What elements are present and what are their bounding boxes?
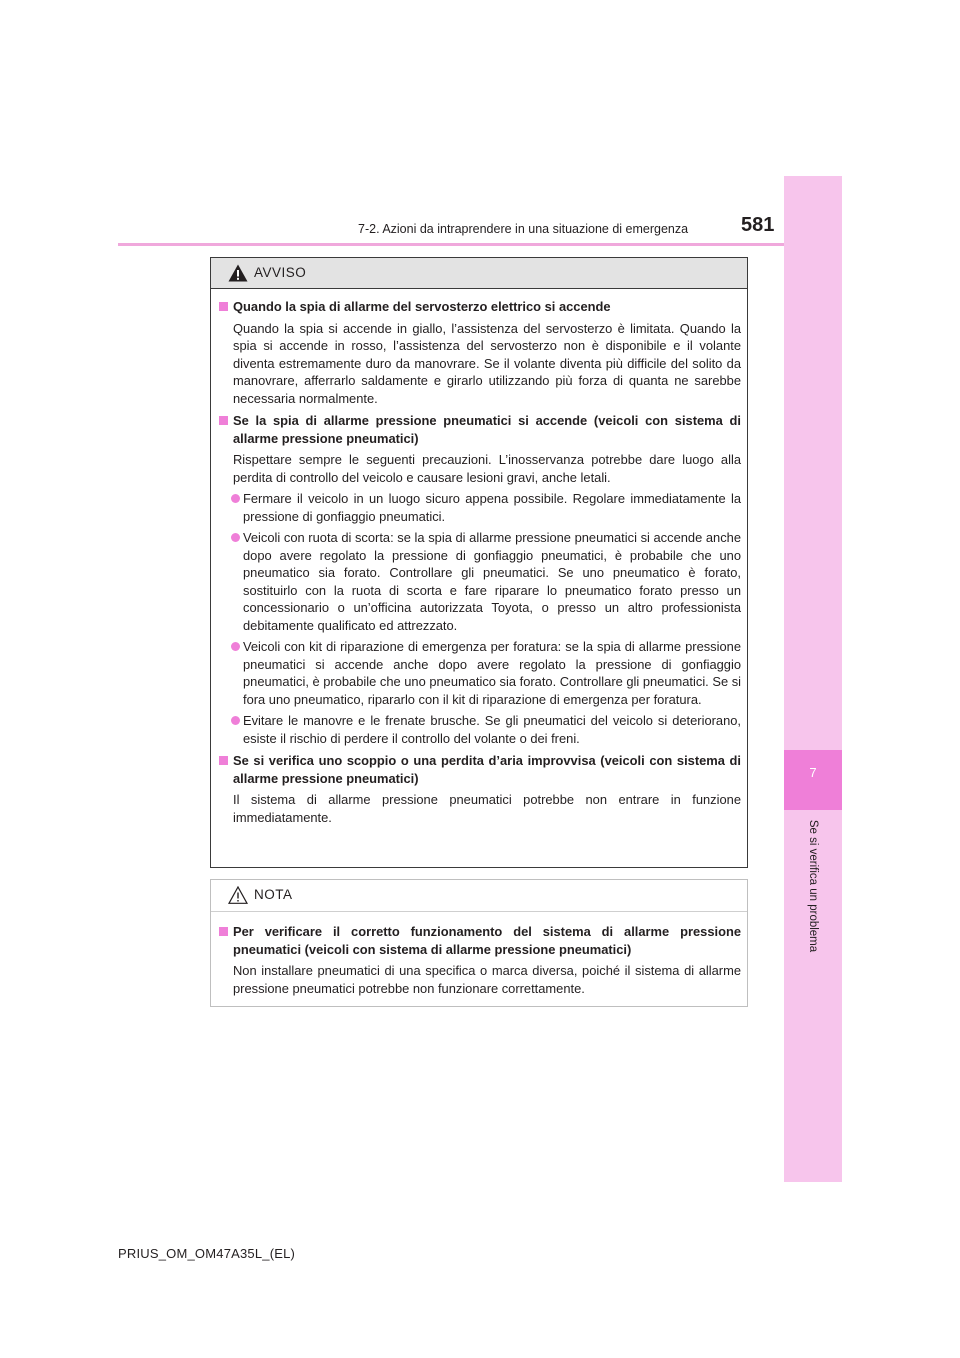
- caution-triangle-icon: [228, 886, 248, 904]
- square-bullet-icon: [219, 927, 228, 936]
- header-rule: [118, 243, 784, 246]
- chapter-side-tab: [784, 176, 842, 1182]
- warning-box: [210, 257, 748, 868]
- warning-box-header: [211, 258, 747, 289]
- section-heading: Se si verifica uno scoppio o una perdita d’aria improvvisa (veicoli con sistema di allarme pressione pneumatici): [219, 752, 741, 787]
- note-box-title: NOTA: [254, 887, 293, 902]
- section-title: 7-2. Azioni da intraprendere in una situazione di emergenza: [358, 222, 689, 236]
- note-box-header: [211, 880, 747, 912]
- round-bullet-icon: [231, 494, 240, 503]
- document-code: PRIUS_OM_OM47A35L_(EL): [118, 1246, 296, 1261]
- chapter-number-tab: [784, 750, 842, 810]
- list-item: Fermare il veicolo in un luogo sicuro appena possibile. Regolare immediatamente la pressione di gonfiaggio pneumatici.: [219, 490, 741, 525]
- section-text: Quando la spia si accende in giallo, l’assistenza del servosterzo è limitata. Quando la spia si accende in rosso, l’assistenza del servosterzo non è disponibile e il volante diventa estremamente duro da manovrare. Se il volante diventa più difficile del solito da manovrare, afferrarlo saldamente e girarlo utilizzando più forza di quanta ne sarebbe necessaria normalmente.: [233, 320, 741, 406]
- square-bullet-icon: [219, 416, 228, 425]
- chapter-label: Se si verifica un problema: [807, 819, 819, 953]
- round-bullet-icon: [231, 642, 240, 651]
- round-bullet-icon: [231, 533, 240, 542]
- list-item: Veicoli con kit di riparazione di emergenza per foratura: se la spia di allarme pressione pneumatici si accende anche dopo avere regolato la pressione di gonfiaggio pneumatici, è probabile che uno pneumatico sia forato. Controllare gli pneumatici. Se si fora uno pneumatico, ripararlo con il kit di riparazione di emergenza per foratura.: [219, 638, 741, 708]
- warning-triangle-icon: [228, 264, 248, 282]
- section-heading: Per verificare il corretto funzionamento del sistema di allarme pressione pneumatici (veicoli con sistema di allarme pressione pneumatici): [219, 923, 741, 958]
- round-bullet-icon: [231, 716, 240, 725]
- note-box: [210, 879, 748, 1007]
- warning-box-title: AVVISO: [254, 265, 307, 280]
- section-heading: Se la spia di allarme pressione pneumatici si accende (veicoli con sistema di allarme pressione pneumatici): [219, 412, 741, 447]
- note-box-content: [211, 912, 747, 997]
- page-number: 581: [741, 214, 775, 236]
- section-heading: Quando la spia di allarme del servosterzo elettrico si accende: [219, 298, 741, 316]
- chapter-number: 7: [809, 765, 817, 780]
- list-item: Evitare le manovre e le frenate brusche. Se gli pneumatici del veicolo si deteriorano, esiste il rischio di perdere il controllo del volante o dei freni.: [219, 712, 741, 747]
- list-item: Veicoli con ruota di scorta: se la spia di allarme pressione pneumatici si accende anche dopo avere regolato la pressione di gonfiaggio pneumatici, è probabile che uno pneumatico sia forato. Controllare gli pneumatici. Se uno pneumatico è forato, sostituirlo con la ruota di scorta e fare riparare lo pneumatico forato presso un concessionario o un’officina autorizzata Toyota, o presso un altro professionista debitamente qualificato ed attrezzato.: [219, 529, 741, 634]
- square-bullet-icon: [219, 302, 228, 311]
- square-bullet-icon: [219, 756, 228, 765]
- section-text: Il sistema di allarme pressione pneumatici potrebbe non entrare in funzione immediatamente.: [233, 792, 741, 825]
- section-text: Rispettare sempre le seguenti precauzioni. L’inosservanza potrebbe dare luogo alla perdita di controllo del veicolo e causare lesioni gravi, anche letali.: [233, 452, 741, 485]
- warning-box-content: [211, 289, 747, 826]
- section-text: Non installare pneumatici di una specifica o marca diversa, poiché il sistema di allarme pressione pneumatici potrebbe non funzionare correttamente.: [233, 963, 741, 996]
